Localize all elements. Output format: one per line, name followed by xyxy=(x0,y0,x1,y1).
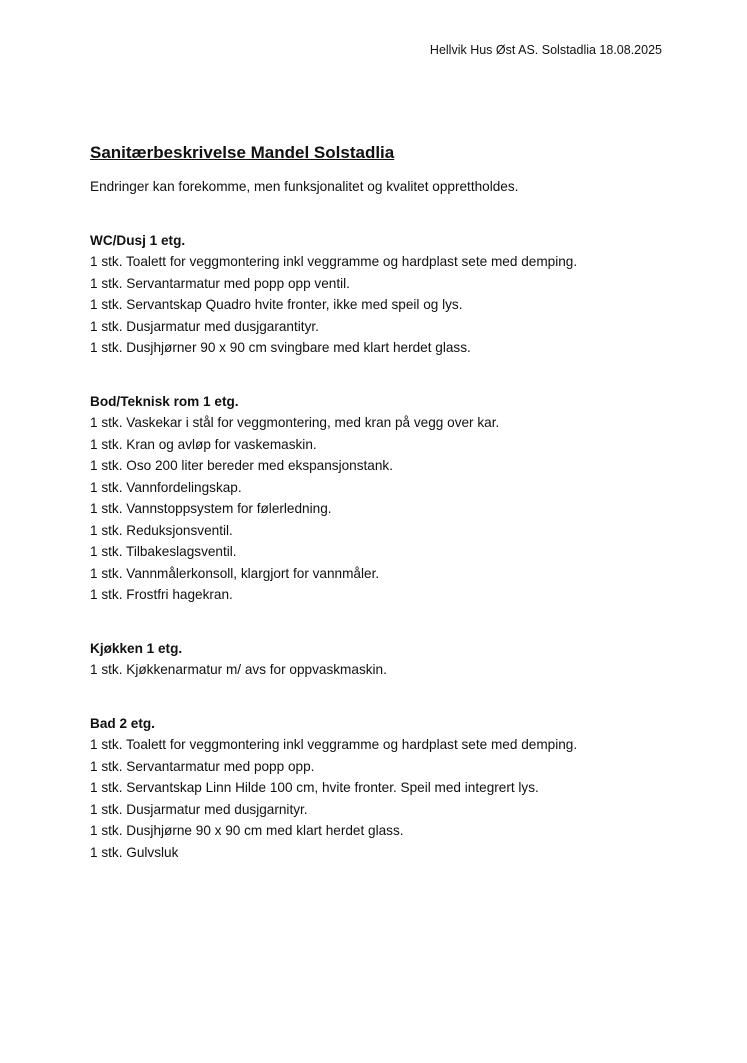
list-item: 1 stk. Dusjarmatur med dusjgarnityr. xyxy=(90,801,308,817)
list-item: 1 stk. Dusjhjørne 90 x 90 cm med klart herdet glass. xyxy=(90,823,404,838)
list-item: 1 stk. Tilbakeslagsventil. xyxy=(90,544,237,559)
section-heading: WC/Dusj 1 etg. xyxy=(90,232,186,248)
section-bod-teknisk xyxy=(90,391,690,606)
section-bad xyxy=(90,713,690,864)
list-item: 1 stk. Dusjarmatur med dusjgarantityr. xyxy=(90,318,319,334)
list-item: 1 stk. Vannstoppsystem for følerledning. xyxy=(90,501,332,516)
list-item: 1 stk. Servantskap Linn Hilde 100 cm, hvite fronter. Speil med integrert lys. xyxy=(90,780,539,795)
list-item: 1 stk. Kran og avløp for vaskemaskin. xyxy=(90,436,317,452)
list-item: 1 stk. Toalett for veggmontering inkl veggramme og hardplast sete med demping. xyxy=(90,254,578,269)
list-item: 1 stk. Servantarmatur med popp opp ventil. xyxy=(90,275,350,291)
list-item: 1 stk. Kjøkkenarmatur m/ avs for oppvaskmaskin. xyxy=(90,662,387,677)
list-item: 1 stk. Dusjhjørner 90 x 90 cm svingbare med klart herdet glass. xyxy=(90,340,471,355)
list-item: 1 stk. Vannmålerkonsoll, klargjort for vannmåler. xyxy=(90,565,380,581)
list-item: 1 stk. Reduksjonsventil. xyxy=(90,522,233,538)
list-item: 1 stk. Vannfordelingskap. xyxy=(90,479,242,495)
list-item: 1 stk. Servantarmatur med popp opp. xyxy=(90,758,315,774)
section-heading: Bod/Teknisk rom 1 etg. xyxy=(90,393,239,409)
section-heading: Kjøkken 1 etg. xyxy=(90,640,183,656)
list-item: 1 stk. Frostfri hagekran. xyxy=(90,587,233,602)
list-item: 1 stk. Vaskekar i stål for veggmontering, med kran på vegg over kar. xyxy=(90,415,500,430)
list-item: 1 stk. Oso 200 liter bereder med ekspansjonstank. xyxy=(90,458,393,473)
section-heading: Bad 2 etg. xyxy=(90,715,155,731)
section-kjokken xyxy=(90,638,690,681)
intro-text: Endringer kan forekomme, men funksjonalitet og kvalitet opprettholdes. xyxy=(90,179,519,194)
list-item: 1 stk. Gulvsluk xyxy=(90,844,179,860)
document-title: Sanitærbeskrivelse Mandel Solstadlia xyxy=(90,143,395,162)
section-wc-dusj xyxy=(90,230,690,359)
list-item: 1 stk. Servantskap Quadro hvite fronter, ikke med speil og lys. xyxy=(90,297,463,312)
list-item: 1 stk. Toalett for veggmontering inkl veggramme og hardplast sete med demping. xyxy=(90,737,578,752)
document-body xyxy=(90,142,690,863)
page-header: Hellvik Hus Øst AS. Solstadlia 18.08.2025 xyxy=(429,43,662,57)
